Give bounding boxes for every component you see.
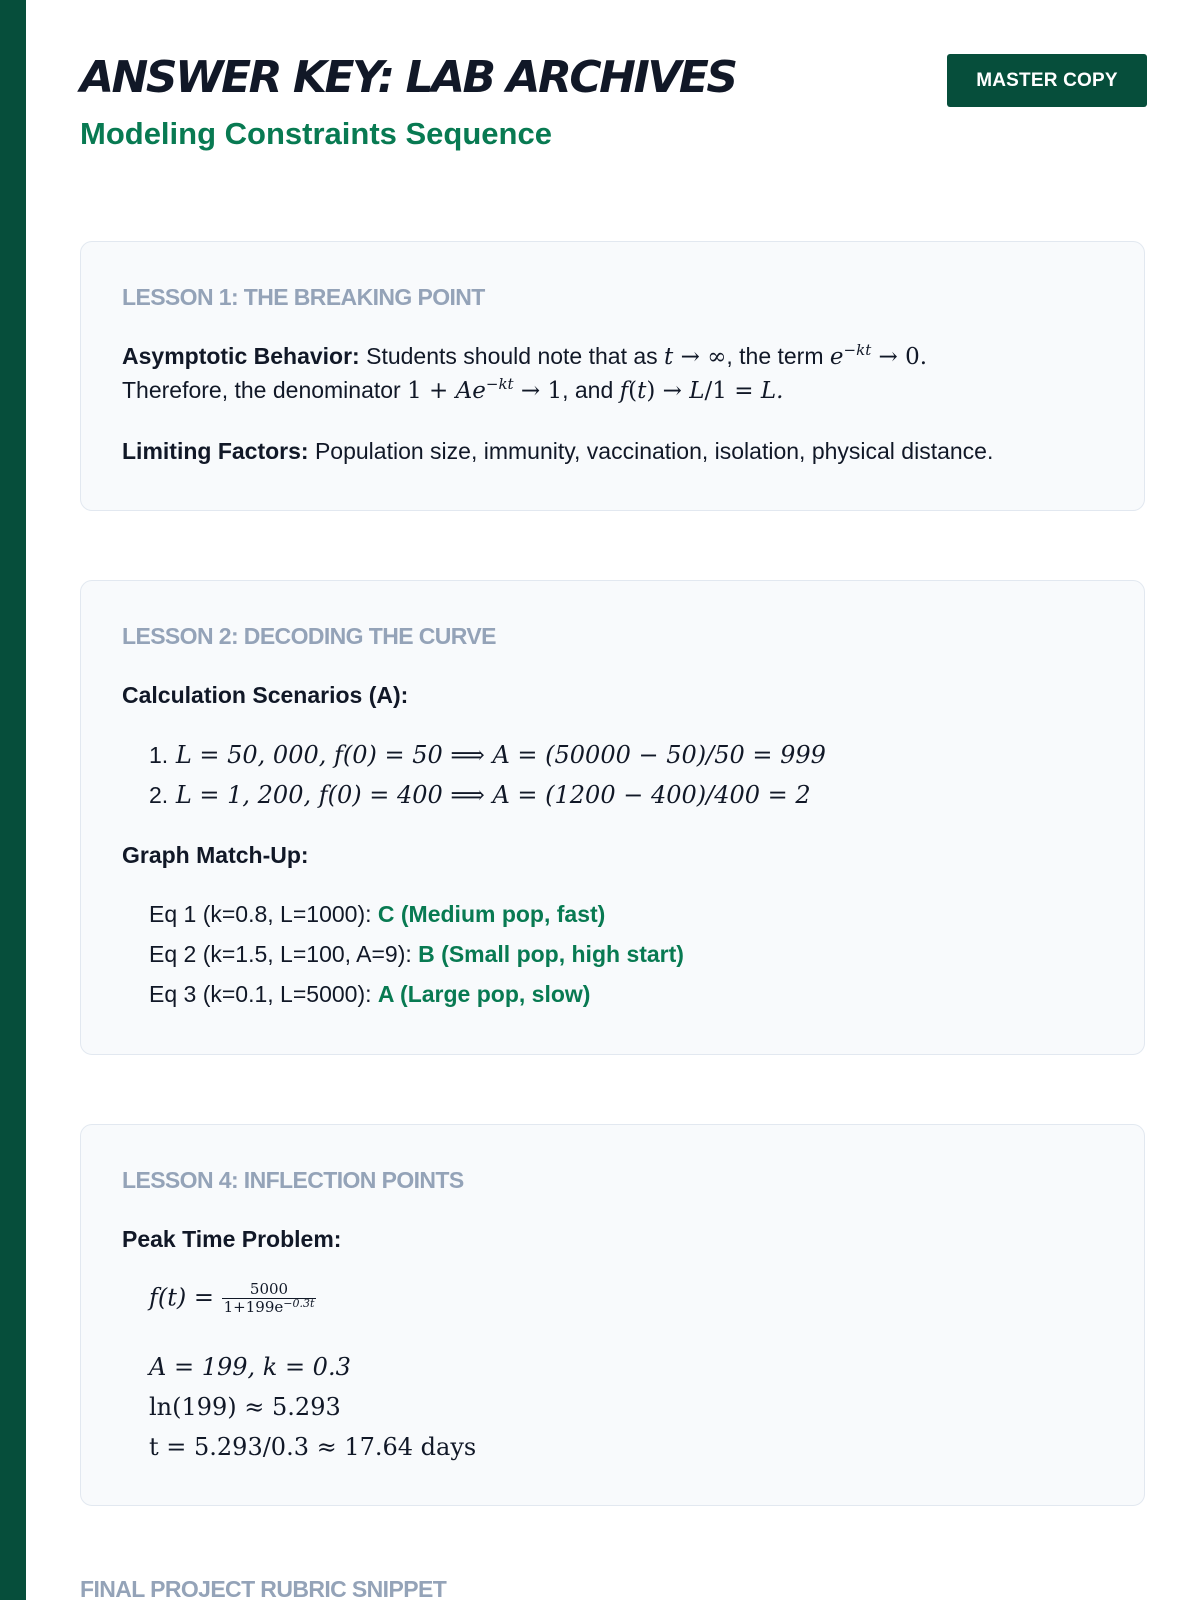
matchup-row-3 xyxy=(149,981,590,1008)
matchup-row-2 xyxy=(149,941,684,968)
fraction-denominator xyxy=(222,1299,317,1316)
function-fraction xyxy=(222,1281,317,1317)
matchup-2-answer: B (Small pop, high start) xyxy=(418,941,684,967)
function-definition xyxy=(149,1281,316,1317)
peak-line-1: A = 199, k = 0.3 xyxy=(149,1353,351,1381)
lesson-4-title: LESSON 4: INFLECTION POINTS xyxy=(122,1167,464,1193)
lesson-1-card xyxy=(80,241,1145,511)
answer-key-page xyxy=(80,0,1147,1602)
matchup-row-1 xyxy=(149,901,605,928)
matchup-2-equation: Eq 2 (k=1.5, L=100, A=9): xyxy=(149,941,412,967)
lesson-1-title: LESSON 1: THE BREAKING POINT xyxy=(122,284,485,310)
asymptotic-line-2 xyxy=(122,377,783,404)
limiting-text: Population size, immunity, vaccination, isolation, physical distance. xyxy=(314,438,994,464)
math-denominator: $1 + Ae^{-kt} \to 1$ xyxy=(407,375,563,404)
math-limit-l: f(t) → L/1 = L. xyxy=(619,378,784,404)
scenario-2 xyxy=(149,781,811,809)
asymptotic-text-2: , the term xyxy=(726,343,824,369)
left-accent-stripe xyxy=(0,0,26,1600)
limiting-factors-line xyxy=(122,438,993,465)
fraction-denominator-base: 1+199e xyxy=(223,1298,284,1317)
lesson-4-card xyxy=(80,1124,1145,1506)
asymptotic-text-1: Students should note that as xyxy=(366,343,658,369)
fraction-numerator: 5000 xyxy=(222,1281,317,1299)
matchup-3-answer: A (Large pop, slow) xyxy=(377,981,591,1007)
peak-time-label: Peak Time Problem: xyxy=(122,1226,342,1252)
final-project-heading: FINAL PROJECT RUBRIC SNIPPET xyxy=(80,1576,447,1602)
limiting-label: Limiting Factors: xyxy=(122,438,309,464)
asymptotic-text-3: Therefore, the denominator xyxy=(122,377,401,403)
matchup-3-equation: Eq 3 (k=0.1, L=5000): xyxy=(149,981,372,1007)
calc-scenarios-label: Calculation Scenarios (A): xyxy=(122,682,409,708)
peak-line-3: t = 5.293/0.3 ≈ 17.64 days xyxy=(149,1433,477,1461)
asymptotic-line-1 xyxy=(122,343,927,370)
fraction-exponent: −0.3t xyxy=(283,1297,315,1311)
page-subtitle: Modeling Constraints Sequence xyxy=(80,116,552,151)
matchup-1-equation: Eq 1 (k=0.8, L=1000): xyxy=(149,901,372,927)
page-header xyxy=(80,0,1147,200)
asymptotic-label: Asymptotic Behavior: xyxy=(122,343,360,369)
lesson-2-card xyxy=(80,580,1145,1055)
asymptotic-text-4: , and xyxy=(562,377,614,403)
function-lhs: f(t) = xyxy=(149,1283,214,1312)
page-title: ANSWER KEY: LAB ARCHIVES xyxy=(80,52,736,103)
scenario-1-index: 1. xyxy=(149,742,169,768)
master-copy-badge: MASTER COPY xyxy=(947,54,1147,107)
matchup-1-answer: C (Medium pop, fast) xyxy=(377,901,606,927)
scenario-2-index: 2. xyxy=(149,782,169,808)
scenario-2-expression: L = 1, 200, f(0) = 400 ⟹ A = (1200 − 400)/400 = 2 xyxy=(175,781,811,809)
graph-matchup-label: Graph Match-Up: xyxy=(122,842,309,868)
scenario-1 xyxy=(149,741,826,769)
lesson-2-title: LESSON 2: DECODING THE CURVE xyxy=(122,623,496,649)
scenario-1-expression: L = 50, 000, f(0) = 50 ⟹ A = (50000 − 50)/50 = 999 xyxy=(175,741,826,769)
math-exp-to-zero: $e^{-kt} \to 0$. xyxy=(829,341,928,370)
peak-line-2: ln(199) ≈ 5.293 xyxy=(149,1393,341,1421)
math-t-to-infinity: t → ∞ xyxy=(664,344,727,370)
